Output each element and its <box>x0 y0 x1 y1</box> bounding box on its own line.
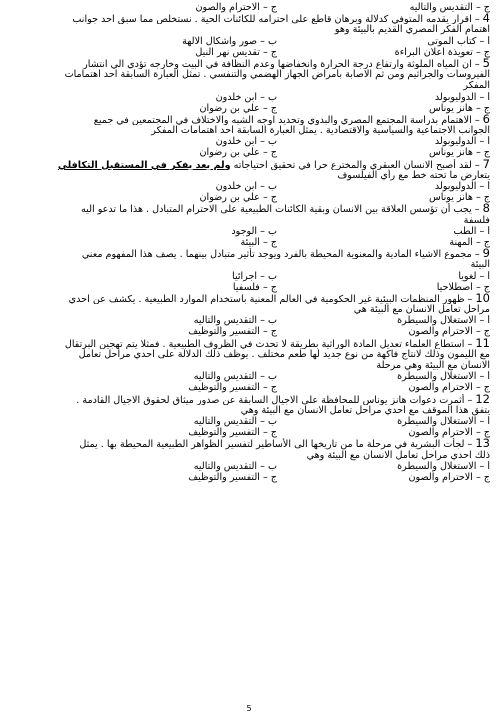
question-stem <box>8 203 490 214</box>
answer-option: أ – الاستغلال والسيطرة <box>397 371 490 383</box>
question-text: يتفق هذا الموقف مع احدي مراحل تعامل الانسان مع البيئة وهي <box>240 404 490 416</box>
answer-options-row <box>8 416 490 427</box>
question-text: – استطاع العلماء تعديل المادة الوراثية بطريقة لا تحدث في الظروف الطبيعية . فمثلا يتم تهجين البرتقال <box>64 338 476 349</box>
answer-option: ب – الوجود <box>231 225 277 237</box>
answer-option: أ – الاستغلال والسيطرة <box>397 460 490 472</box>
question-text: اهتمام الفكر المصري القديم بالبيئة وهو <box>334 24 490 36</box>
question-text: – الاهتمام بدراسة المجتمع المصري والبدوي وتحديد اوجه الشبه والاختلاف في المجتمعين في جميع <box>93 114 483 126</box>
answer-option: ج – تعويذة اعلان البراءة <box>394 46 490 58</box>
answer-option: ج – علي بن رضوان <box>199 192 277 204</box>
answer-option: ب – التقديس والتأليه <box>193 460 277 472</box>
answer-option: ب – التقديس والتأليه <box>193 315 277 327</box>
question-text: – يجب أن تؤسس العلاقة بين الانسان وبقية الكائنات الطبيعية على الاحترام المتبادل . هذا ما تدعو اليه <box>81 204 483 215</box>
answer-option: ب – اجرائيا <box>232 270 277 282</box>
underlined-phrase: ولم يعد يفكر في المستقبل التكافلي <box>57 159 231 170</box>
answer-options-row <box>8 371 490 382</box>
answer-options-row <box>8 192 490 203</box>
question-number: 6 <box>482 113 490 126</box>
question-stem <box>8 13 490 24</box>
answer-option: أ – الطب <box>453 225 490 237</box>
question-text-line <box>8 170 490 181</box>
question-text: يتعارض ما تحته خط مع رأي الفيلسوف <box>337 169 490 181</box>
question-text-line <box>8 304 490 315</box>
question-text: – لجأت البشرية في مرحلة ما من تاريخها الى الأساطير لتفسير الظواهر الطبيعية المحيطة بها . يمثل <box>79 439 476 450</box>
answer-options-row <box>8 36 490 47</box>
answer-option: أ – الدوليوبولد <box>434 181 490 192</box>
question-text-line <box>8 215 490 226</box>
question-block <box>8 394 490 439</box>
answer-option: ج – التفسير والتوظيف <box>188 382 277 394</box>
answer-option: ب – التقديس والتأليه <box>193 371 277 383</box>
question-number: 8 <box>482 203 490 215</box>
question-text: البيئة <box>470 259 490 271</box>
question-stem <box>8 58 490 69</box>
question-block <box>8 438 490 483</box>
question-number: 11 <box>475 337 490 349</box>
question-block <box>8 2 490 13</box>
answer-option: ب – ابن خلدون <box>215 91 277 103</box>
answer-option: أ – كتاب الموتى <box>427 35 490 47</box>
answer-option: أ – الدوليوبولد <box>434 91 490 103</box>
question-text: – مجموع الاشياء المادية والمعنوية المحيطة بالفرد ويوجد تأثير متبادل بينهما . يصف هذا المفهوم معني <box>81 249 483 260</box>
answer-options-row <box>8 282 490 293</box>
answer-option: ج – الاحترام والصون <box>195 2 277 13</box>
answer-option: ج – فلسفيا <box>232 281 277 293</box>
question-text: فلسفة <box>463 214 490 226</box>
question-block <box>8 248 490 293</box>
question-number: 13 <box>475 438 490 450</box>
question-text: الجوانب الاجتماعية والسياسية والاقتصادية . يمثل العبارة السابقة احد اهتمامات المفكر <box>151 125 490 137</box>
answer-options-row <box>8 427 490 438</box>
question-text-line <box>8 405 490 416</box>
question-block <box>8 114 490 159</box>
answer-options-row <box>8 237 490 248</box>
answer-option: أ – الاستغلال والسيطرة <box>397 315 490 327</box>
answer-option: ج – اصطلاحيا <box>436 281 490 293</box>
question-stem <box>8 248 490 259</box>
answer-options-row <box>8 472 490 483</box>
answer-option: ج – تقديس نهر النيل <box>195 46 277 58</box>
question-text-line <box>8 125 490 136</box>
answer-options-row <box>8 181 490 192</box>
answer-option: ج – التفسير والتوظيف <box>188 326 277 338</box>
question-text: الانسان مع البيئة وهي مرحلة <box>376 360 490 371</box>
answer-option: ج – التفسير والتوظيف <box>188 427 277 439</box>
exam-page <box>8 0 490 713</box>
question-text-line <box>8 24 490 35</box>
question-text-line <box>8 349 490 360</box>
answer-option: ج – الاحترام والصون <box>408 326 490 338</box>
answer-options-row <box>8 103 490 114</box>
answer-options-row <box>8 136 490 147</box>
question-number: 9 <box>482 248 490 260</box>
answer-options-row <box>8 147 490 158</box>
question-text: – ان المياه الملوثة وارتفاع درجة الحرارة وانخفاضها وعدم النظافة في البيت وخارجه تؤدي الي انتشار <box>83 58 483 70</box>
question-text: – لقد أصبح الانسان العبقري والمخترع حرا في تحقيق احتياجاته <box>230 159 483 170</box>
question-number: 10 <box>475 292 490 305</box>
question-block <box>8 338 490 394</box>
question-block <box>8 203 490 248</box>
question-number: 5 <box>482 57 490 70</box>
question-stem <box>8 293 490 304</box>
answer-option: ب – ابن خلدون <box>215 136 277 148</box>
answer-option: ج – هانز يوناس <box>428 102 490 114</box>
answer-options-row <box>8 271 490 282</box>
question-number: 12 <box>475 393 490 405</box>
question-text: مراحل تعامل الانسان مع البيئة هي <box>353 304 490 316</box>
question-stem <box>8 438 490 449</box>
answer-option: ج – هانز يوناس <box>428 192 490 204</box>
question-text: – أثمرت دعوات هانز يوناس للمحافظة على الاجيال السابقة عن صدور ميثاق لحقوق الاجيال القادمة . <box>76 394 476 405</box>
answer-options-row <box>8 315 490 326</box>
question-stem <box>8 159 490 170</box>
answer-options-row <box>8 382 490 393</box>
question-block <box>8 13 490 58</box>
answer-option: ج – علي بن رضوان <box>199 102 277 114</box>
question-text-line <box>8 80 490 91</box>
answer-option: ج – البيئة <box>240 236 277 248</box>
answer-option: ج – الاحترام والصون <box>408 382 490 394</box>
question-text-line <box>8 69 490 80</box>
question-text: ذلك احدي مراحل تعامل الانسان مع البيئة وهي <box>306 449 490 461</box>
answer-options-row <box>8 92 490 103</box>
question-list <box>8 2 490 483</box>
question-text: – اقرار يقدمه المتوفي كدلالة وبرهان قاطع على احترامه للكائنات الحية . نستخلص مما سبق احد جوانب <box>72 14 483 25</box>
answer-option: ج – التقديس والتأليه <box>409 2 490 13</box>
question-block <box>8 159 490 204</box>
answer-options-row <box>8 226 490 237</box>
answer-options-row <box>8 2 490 13</box>
question-number: 4 <box>482 13 490 25</box>
question-text: الفيروسات والجراثيم ومن ثم الاصابة بأمراض الجهاز الهضمي والتنفسي . تمثل العبارة السابقة احد اهتمامات <box>64 69 490 81</box>
page-number: 5 <box>246 704 252 713</box>
answer-option: ج – المهنة <box>449 236 490 248</box>
question-block <box>8 293 490 338</box>
answer-option: ج – التفسير والتوظيف <box>188 471 277 483</box>
answer-options-row <box>8 461 490 472</box>
answer-option: أ – لغويا <box>458 270 490 282</box>
question-text-line <box>8 450 490 461</box>
answer-option: ج – علي بن رضوان <box>199 147 277 159</box>
question-text-line <box>8 259 490 270</box>
question-stem <box>8 338 490 349</box>
question-text-line <box>8 360 490 371</box>
answer-option: ب – ابن خلدون <box>215 181 277 192</box>
question-stem <box>8 394 490 405</box>
answer-option: ج – الاحترام والصون <box>408 471 490 483</box>
question-number: 7 <box>482 158 490 170</box>
answer-option: ب – التقديس والتأليه <box>193 415 277 427</box>
answer-option: ب – صور واشكال الالهة <box>182 35 277 47</box>
question-text: – ظهور المنظمات البيئية غير الحكومية في العالم المعنية باستخدام الموارد الطبيعية . يكشف عن احدي <box>68 293 476 305</box>
question-stem <box>8 114 490 125</box>
answer-options-row <box>8 326 490 337</box>
question-text: المفكر <box>463 80 490 92</box>
answer-option: ج – هانز يوناس <box>428 147 490 159</box>
answer-options-row <box>8 47 490 58</box>
question-block <box>8 58 490 114</box>
question-text: مع الليمون وذلك لانتاج فاكهة من نوع جديد لها طعم مختلف . يوظف ذلك الدلالة على احدي مراحل تعامل <box>78 348 490 360</box>
answer-option: أ – الدوليوبولد <box>434 136 490 148</box>
answer-option: ج – الاحترام والصون <box>408 427 490 439</box>
answer-option: أ – الاستغلال والسيطرة <box>397 415 490 427</box>
